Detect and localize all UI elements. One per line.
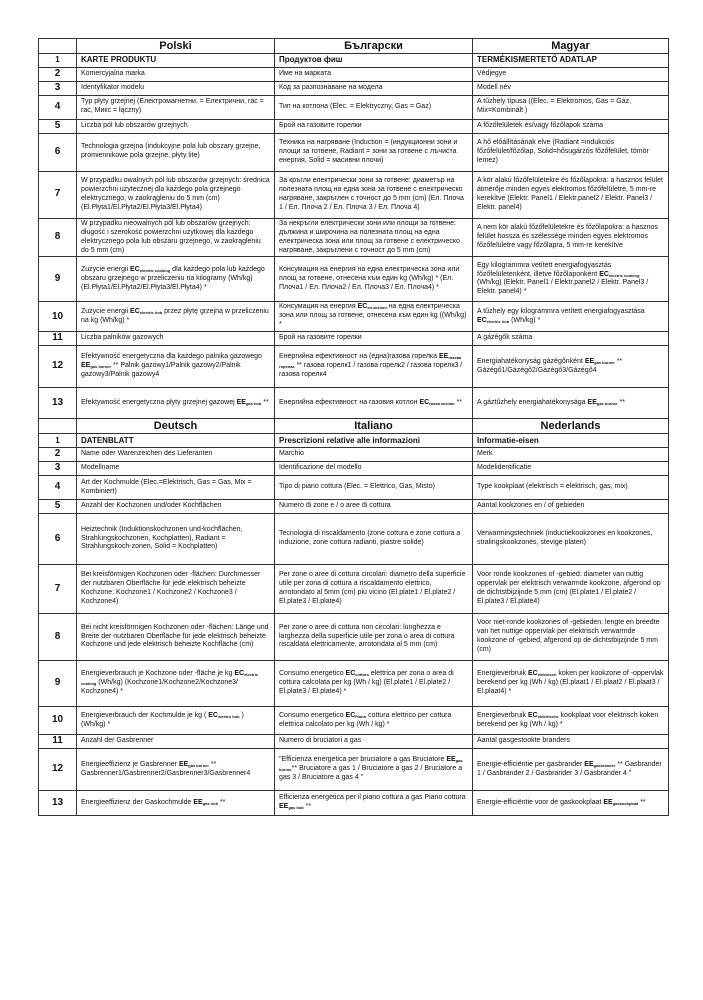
table-row xyxy=(39,81,669,95)
table-row xyxy=(39,54,669,68)
table-row xyxy=(39,791,669,816)
table-cell: Техника на нагряване (Induction = (индукционни зони и площи за готвене, Radiant = зони за готвене с лъчиста енергия, Solid = масивни плочи) xyxy=(275,133,473,171)
table-cell: Identificazione del modello xyxy=(275,462,473,476)
table-cell: Energie-efficiëntie voor de gaskookplaat $EE_{gaskookplaat}$ ** xyxy=(473,791,669,816)
table-row xyxy=(39,661,669,707)
row-number: 9 xyxy=(39,257,77,302)
table-row xyxy=(39,68,669,82)
table-cell: Energieverbrauch der Kochmulde je kg ( $EC_{elektro hob}$ ) (Wh/kg) * xyxy=(77,707,275,735)
row-number: 2 xyxy=(39,448,77,462)
section-header-row xyxy=(39,39,669,54)
table-cell: Informatie-eisen xyxy=(473,434,669,448)
table-cell: KARTE PRODUKTU xyxy=(77,54,275,68)
table-cell: За некръгли електрически зони или площи за готвене: дължина и широчина на полезната площ на една електрическа зона или площ за готвене с електрическо нагряване, закръглени с точност до 5 mm (cm) xyxy=(275,218,473,257)
language-header: Magyar xyxy=(473,39,669,54)
language-header: Italiano xyxy=(275,419,473,434)
row-number: 7 xyxy=(39,171,77,218)
row-number: 2 xyxy=(39,68,77,82)
table-row xyxy=(39,218,669,257)
table-row xyxy=(39,119,669,133)
table-cell: Energieverbruik $EC_{elektrisch}$ koken per kookzone of -oppervlak berekend per kg (Wh / kg) (El.plaat1 / El.plaat2 / El.plaat3 / El.plaat4) * xyxy=(473,661,669,707)
table-cell: Продуктов фиш xyxy=(275,54,473,68)
table-cell: Тип на котлона (Elec. = Elektryczny, Gas = Gaz) xyxy=(275,95,473,119)
table-cell: За кръгли електрически зони за готвене: диаметър на полезната площ на една зона за готвене с електрическо нагряване, закръглен с точност до 5 mm (cm) (Ел. Плоча 1 / Ел. Плоча 2 / Ел. Плоча 3 / Ел. Плоча 4) xyxy=(275,171,473,218)
table-cell: Merk xyxy=(473,448,669,462)
language-header: Nederlands xyxy=(473,419,669,434)
table-cell: Consumo energetico $EC_{cottura}$ elettrica per zona o area di cottura calcolata per kg (Wh / kg) (El.plate1 / El.plate2 / El.plate3 / El.plate4) * xyxy=(275,661,473,707)
table-cell: Art der Kochmulde (Elec.=Elektrisch, Gas = Gas, Mix = Kombiniert) xyxy=(77,476,275,500)
table-cell: A tűzhely egy kilogrammra vetített energiafogyasztása $EC_{electric hob}$ (Wh/kg) * xyxy=(473,302,669,332)
table-cell: Energieverbrauch je Kochzone oder -fläche je kg $EC_{electric cooking}$ (Wh/kg) (Kochzone1/Kochzone2/Kochzone3/ Kochzone4) * xyxy=(77,661,275,707)
table-cell: Zużycie energii $EC_{electric hob}$ przez płytę grzejną w przeliczeniu na kg (Wh/kg) * xyxy=(77,302,275,332)
table-cell: Anzahl der Gasbrenner xyxy=(77,735,275,749)
table-cell: DATENBLATT xyxy=(77,434,275,448)
table-cell: Modelidentificatie xyxy=(473,462,669,476)
table-cell: Marchio xyxy=(275,448,473,462)
row-number: 3 xyxy=(39,81,77,95)
row-number: 8 xyxy=(39,218,77,257)
table-row xyxy=(39,749,669,791)
row-number: 6 xyxy=(39,514,77,565)
table-cell: A hő előállításának elve (Radiant =indukciós főzőfelület/főzőlap, Solid=hősugárzós főzőfelület, tömör lemez) xyxy=(473,133,669,171)
table-cell: Per zone o aree di cottura circolari: diametro della superficie utile per zona di cottura a riscaldamento elettrico, arrotondato al 5mm (cm) più vicino (El.plate1 / El.plate2 / El.plate3 / El.plate4) xyxy=(275,565,473,614)
table-cell: Name oder Warenzeichen des Lieferanten xyxy=(77,448,275,462)
table-cell: Verwarmingstechniek (inductiekookzones en kookzones, stralingskookzones, stevige platen) xyxy=(473,514,669,565)
table-cell: Брой на газовите горелки xyxy=(275,332,473,346)
row-number: 4 xyxy=(39,95,77,119)
table-row xyxy=(39,448,669,462)
table-cell: Брой на газовите горелки xyxy=(275,119,473,133)
table-cell: Енергийна ефективност на газовия котлон $EC_{газов котлон}$ ** xyxy=(275,388,473,419)
table-row xyxy=(39,476,669,500)
row-number: 10 xyxy=(39,302,77,332)
row-number: 12 xyxy=(39,346,77,388)
table-row xyxy=(39,133,669,171)
table-cell: A tűzhely típusa ((Elec. = Elektromos, Gas = Gáz, Mix=Kombinált ) xyxy=(473,95,669,119)
table-cell: Efektywność energetyczna płyty grzejnej gazowej $EE_{gas hob}$ ** xyxy=(77,388,275,419)
table-cell: Консумация на енергия $EC_{ел.котлон}$ на една електрическа зона или площ за готвене, отнесена към един kg ((Wh/kg) * xyxy=(275,302,473,332)
table-cell: Aantal kookzones en / of gebieden xyxy=(473,500,669,514)
row-number: 13 xyxy=(39,791,77,816)
table-row xyxy=(39,500,669,514)
row-number: 12 xyxy=(39,749,77,791)
table-cell: Voor ronde kookzones of -gebied: diameter van nuttig oppervlak per elektrisch verwarmde kookzone, afgerond op de dichtstbijzijnde 5 mm (cm) (El.plate1 / El.plate2 / El.plate3 / El.plate4) xyxy=(473,565,669,614)
table-cell: "Efficienza energetica per bruciatore a gas Bruciatore $EE_{gas burner}**$ Bruciatore a gas 1 / Bruciatore a gas 2 / Bruciatore a gas 3 / Bruciatore a gas 4 " xyxy=(275,749,473,791)
table-cell: Védjegye xyxy=(473,68,669,82)
product-info-table xyxy=(38,38,669,816)
language-header: Deutsch xyxy=(77,419,275,434)
table-cell: Heiztechnik (Induktionskochzonen und-kochflächen, Strahlungskochzonen, Kochplatten), Radiant = Strahlungskoch-zonen, Solid = Kochplatten) xyxy=(77,514,275,565)
row-number: 13 xyxy=(39,388,77,419)
table-row xyxy=(39,302,669,332)
table-cell: A főzőfelületek és/vagy főzőlapok száma xyxy=(473,119,669,133)
row-number: 4 xyxy=(39,476,77,500)
table-cell: Modell név xyxy=(473,81,669,95)
section-header-row xyxy=(39,419,669,434)
row-number: 11 xyxy=(39,735,77,749)
table-cell: Liczba pól lub obszarów grzejnych xyxy=(77,119,275,133)
table-cell: Energiahatékonyság gázégőnként $EE_{gas burner}$ ** Gázégő1/Gázégő2/Gázégő3/Gázégő4 xyxy=(473,346,669,388)
table-cell: Energieverbruik $EC_{elektrische}$ kookplaat voor elektrisch koken berekend per kg (Wh / kg) * xyxy=(473,707,669,735)
table-row xyxy=(39,614,669,661)
row-number: 5 xyxy=(39,500,77,514)
table-row xyxy=(39,332,669,346)
table-row xyxy=(39,565,669,614)
table-row xyxy=(39,434,669,448)
table-cell: Tecnologia di riscaldamento (zone cottura e zone cottura a induzione, zone cottura radianti, piastre solide) xyxy=(275,514,473,565)
table-cell: Numero di zone e / o aree di cottura xyxy=(275,500,473,514)
table-cell: Numero di bruciatori a gas xyxy=(275,735,473,749)
table-cell: Bei kreisförmigen Kochzonen oder -flächen: Durchmesser der nutzbaren Oberfläche für jede elektrisch beheizte Kochzone: Kochzone1 / Kochzone2 / Kochzone3 / Kochzone4) xyxy=(77,565,275,614)
table-cell: A kör alakú főzőfelületekre és főzőlapokra: a hasznos felület átmérője minden egyes elektromos főzőfelületre, 5 mm-re kerekítve (Elektr. Panel1 / Elektr.panel2 / Elektr. Panel3 / Elektr. panel4) xyxy=(473,171,669,218)
language-header: Български xyxy=(275,39,473,54)
table-cell: Voor niet-ronde kookzones of -gebieden: lengte en breedte van het nuttige oppervlak per elektrisch verwarmde kookzone of -gebied, afgerond op de dichtstbijzijnde 5 mm (cm) xyxy=(473,614,669,661)
row-number: 10 xyxy=(39,707,77,735)
table-cell: Bei nicht kreisförmigen Kochzonen oder -flächen: Länge und Breite der nutzbaren Oberfläche für jede elektrisch beheizte Kochzone und jede elektrisch beheizte Kochfläche (cm) xyxy=(77,614,275,661)
table-cell: Zużycie energii $EC_{electric cooking}$ dla każdego pola lub każdego obszaru grzejnego w przeliczeniu na kilogramy (Wh/kg) (El.Płyta1/El.Płyta2/El.Płyta3/El.Płyta4) * xyxy=(77,257,275,302)
table-row xyxy=(39,707,669,735)
table-cell: Име на марката xyxy=(275,68,473,82)
table-row xyxy=(39,257,669,302)
table-cell: Консумация на енергия на една електрическа зона или площ за готвене, отнесена към един kg (Wh/kg) * (Ел. Плоча1 / Ел. Плоча2 / Ел. Плоча3 / Ел. Плоча4) * xyxy=(275,257,473,302)
table-row xyxy=(39,388,669,419)
row-number: 1 xyxy=(39,54,77,68)
table-cell: Anzahl der Kochzonen und/oder Kochflächen xyxy=(77,500,275,514)
table-cell: A gáztűzhely energiahatékonysága $EE_{gas burner}$ ** xyxy=(473,388,669,419)
table-cell: Aantal gasgestookte branders xyxy=(473,735,669,749)
table-cell: A gázégők száma xyxy=(473,332,669,346)
table-cell: W przypadku owalnych pól lub obszarów grzejnych: średnica powierzchni użytecznej dla każdego pola grzejnego elektrycznego, w zaokrągleniu do 5 mm (cm) (El.Płyta1/El.Płyta2/El.Płyta3/El.Płyta4) xyxy=(77,171,275,218)
product-info-sheet xyxy=(38,38,668,816)
table-row xyxy=(39,171,669,218)
table-cell: Energie-efficiëntie per gasbrander $EE_{gasbrander}$ ** Gasbrander 1 / Gasbrander 2 / Gasbrander 3 / Gasbrander 4 " xyxy=(473,749,669,791)
table-cell: Energieeffizienz der Gaskochmulde $EE_{gas hob}$ ** xyxy=(77,791,275,816)
row-number: 1 xyxy=(39,434,77,448)
table-row xyxy=(39,462,669,476)
table-row xyxy=(39,514,669,565)
table-cell: Identyfikator modelu xyxy=(77,81,275,95)
row-number: 11 xyxy=(39,332,77,346)
language-header: Polski xyxy=(77,39,275,54)
table-cell: Typ płyty grzejnej (Електромагнетни. = Електрични, гас = гас, Микс = łączny) xyxy=(77,95,275,119)
header-blank-cell xyxy=(39,419,77,434)
table-cell: Efektywność energetyczna dla każdego palnika gazowego $EE_{gas burner}$ ** Palnik gazowy1/Palnik gazowy2/Palnik gazowy3/Palnik gazowy4 xyxy=(77,346,275,388)
table-cell: Consumo energetico $EC_{Piano}$ cottura elettrico per cottura elettrica calcolato per kg (Wh / kg) * xyxy=(275,707,473,735)
table-cell: Technologia grzejna (indukcyjne pola lub obszary grzejne, promiennikowe pola grzejne, płyty lite) xyxy=(77,133,275,171)
row-number: 8 xyxy=(39,614,77,661)
table-cell: Modellname xyxy=(77,462,275,476)
table-cell: Liczba palników gazowych xyxy=(77,332,275,346)
table-cell: Per zone o aree di cottura non circolari: lunghezza e larghezza della superficie utile per zona o area di cottura riscaldata elettricamente, arrotondata al 5 mm (cm) xyxy=(275,614,473,661)
table-cell: Energieeffizienz je Gasbrenner $EE_{gas burner}$ ** Gasbrenner1/Gasbrenner2/Gasbrenner3/Gasbrenner4 xyxy=(77,749,275,791)
table-cell: TERMÉKISMERTETŐ ADATLAP xyxy=(473,54,669,68)
table-cell: Efficienza energetica per il piano cottura a gas Piano cottura $EE_{gas hob}$ ** xyxy=(275,791,473,816)
table-row xyxy=(39,346,669,388)
header-blank-cell xyxy=(39,39,77,54)
row-number: 7 xyxy=(39,565,77,614)
row-number: 5 xyxy=(39,119,77,133)
table-cell: Енергийна ефективност на (една)газова горелка $EE_{газова горелка}$ ** газова горелк1 / газова горелк2 / газова горелк3 / газова горелк4 xyxy=(275,346,473,388)
row-number: 6 xyxy=(39,133,77,171)
row-number: 3 xyxy=(39,462,77,476)
table-cell: W przypadku nieowalnych pól lub obszarów grzejnych: długość i szerokość powierzchni użytkowej dla każdego elektrycznego pola lub obszaru grzejnego, w zaokrągleniu do 5 mm (cm) xyxy=(77,218,275,257)
table-cell: Type kookplaat (elektrisch = elektrisch, gas, mix) xyxy=(473,476,669,500)
table-cell: Komercyjalna marka xyxy=(77,68,275,82)
table-cell: Tipo di piano cottura (Elec. = Elettrico, Gas, Misto) xyxy=(275,476,473,500)
row-number: 9 xyxy=(39,661,77,707)
table-row xyxy=(39,735,669,749)
table-row xyxy=(39,95,669,119)
table-cell: Egy kilogrammra vetített energiafogyasztás főzőfelületenként, illetve főzőlaponként $EC_{electric cooking}$ (Wh/kg) (Elektr. Panel1 / Elektr.panel2 / Elektr. Panel3 / Elektr. panel4) * xyxy=(473,257,669,302)
table-cell: Prescrizioni relative alle informazioni xyxy=(275,434,473,448)
table-cell: A nem kör alakú főzőfelületekre és főzőlapokra: a hasznos felület hossza és szélessége minden egyes elektromos főzőfelületre vagy főzőlapra, 5 mm-re kerekítve xyxy=(473,218,669,257)
table-cell: Код за разпознаване на модела xyxy=(275,81,473,95)
